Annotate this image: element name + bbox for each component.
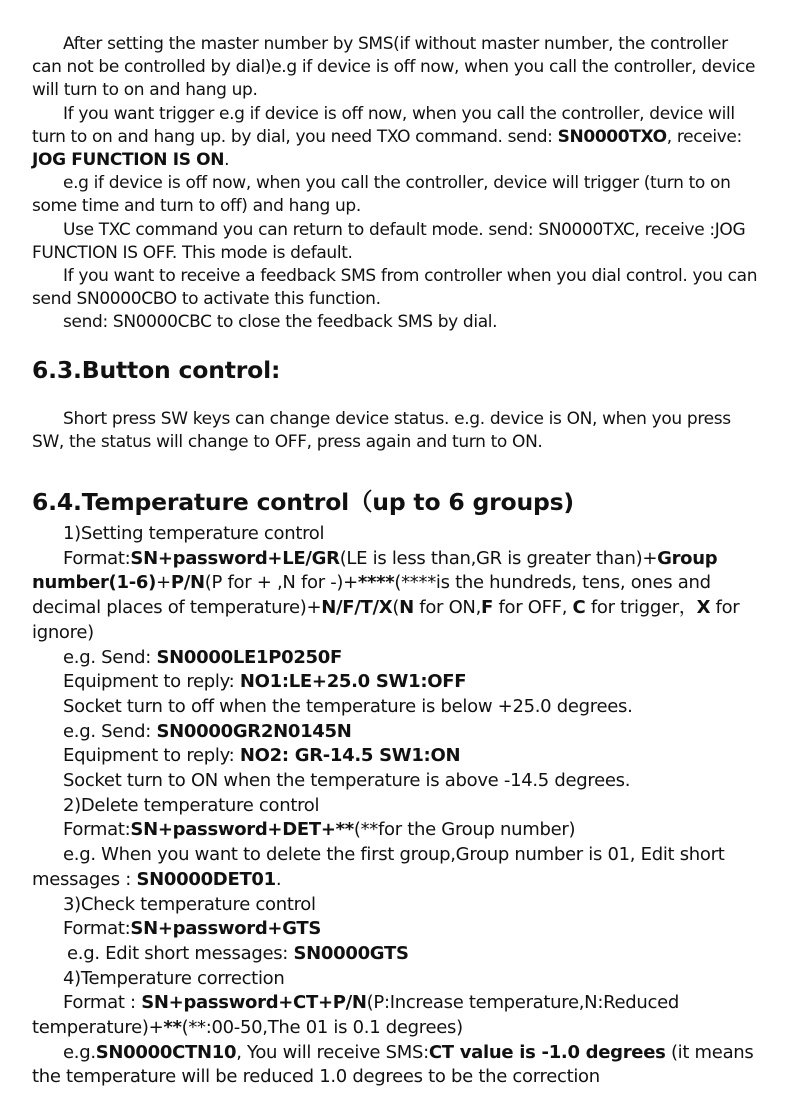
dial-control-section [32, 33, 762, 335]
check-subheading: 3)Check temperature control [63, 893, 316, 915]
example-send-2: e.g. Send: SN0000GR2N0145N [63, 720, 352, 742]
example-reply-2: Equipment to reply: NO2: GR-14.5 SW1:ON [63, 745, 461, 767]
feedback-sms-paragraph: If you want to receive a feedback SMS from controller when you dial control. you can send SN0000CBO to activate this function. [32, 266, 758, 310]
example-explanation-1: Socket turn to off when the temperature is below +25.0 degrees. [63, 695, 633, 717]
correction-format-paragraph: Format : SN+password+CT+P/N(P:Increase temperature,N:Reduced temperature)+**(**:00-50,The 01 is 0.1 degrees) [32, 992, 680, 1039]
button-control-paragraph: Short press SW keys can change device status. e.g. device is ON, when you press SW, the status will change to OFF, press again and turn to ON. [32, 409, 731, 453]
trigger-paragraph: If you want trigger e.g if device is off now, when you call the controller, device will turn to on and hang up. by dial, you need TXO command. send: SN0000TXO, receive: JOG FUNCTION IS ON. [32, 103, 742, 171]
correction-example-paragraph: e.g.SN0000CTN10, You will receive SMS:CT value is -1.0 degrees (it means the temperature will be reduced 1.0 degrees to be the correction [32, 1041, 754, 1088]
setting-subheading: 1)Setting temperature control [63, 523, 325, 544]
check-format-paragraph: Format:SN+password+GTS [63, 918, 322, 940]
correction-subheading: 4)Temperature correction [63, 967, 285, 989]
cbc-paragraph: send: SN0000CBC to close the feedback SMS by dial. [63, 312, 498, 333]
check-example-paragraph: e.g. Edit short messages: SN0000GTS [67, 942, 409, 964]
button-control-heading: 6.3.Button control: [32, 356, 281, 384]
temperature-control-heading: 6.4.Temperature control（up to 6 groups) [32, 488, 574, 516]
delete-example-paragraph: e.g. When you want to delete the first group,Group number is 01, Edit short messages : SN0000DET01. [32, 844, 725, 890]
example-reply-1: Equipment to reply: NO1:LE+25.0 SW1:OFF [63, 671, 467, 693]
trigger-example-paragraph: e.g if device is off now, when you call the controller, device will trigger (turn to on some time and turn to off) and hang up. [32, 173, 731, 217]
delete-format-paragraph: Format:SN+password+DET+**(**for the Group number) [63, 819, 576, 841]
delete-subheading: 2)Delete temperature control [63, 794, 320, 816]
example-send-1: e.g. Send: SN0000LE1P0250F [63, 646, 343, 668]
temperature-control-section [32, 522, 762, 1090]
example-explanation-2: Socket turn to ON when the temperature is above -14.5 degrees. [63, 770, 631, 792]
button-control-section [32, 408, 762, 454]
txc-paragraph: Use TXC command you can return to default mode. send: SN0000TXC, receive :JOG FUNCTION IS OFF. This mode is default. [32, 219, 746, 263]
setting-format-paragraph: Format:SN+password+LE/GR(LE is less than,GR is greater than)+Group number(1-6)+P/N(P for + ,N for -)+****(****is the hundreds, tens, ones and decimal places of temperature)+N/F/T/X(N for ON,F for OFF, C for trigger，X for ignore) [32, 547, 740, 643]
master-number-paragraph: After setting the master number by SMS(if without master number, the controller can not be controlled by dial)e.g if device is off now, when you call the controller, device will turn to on and hang up. [32, 34, 756, 101]
